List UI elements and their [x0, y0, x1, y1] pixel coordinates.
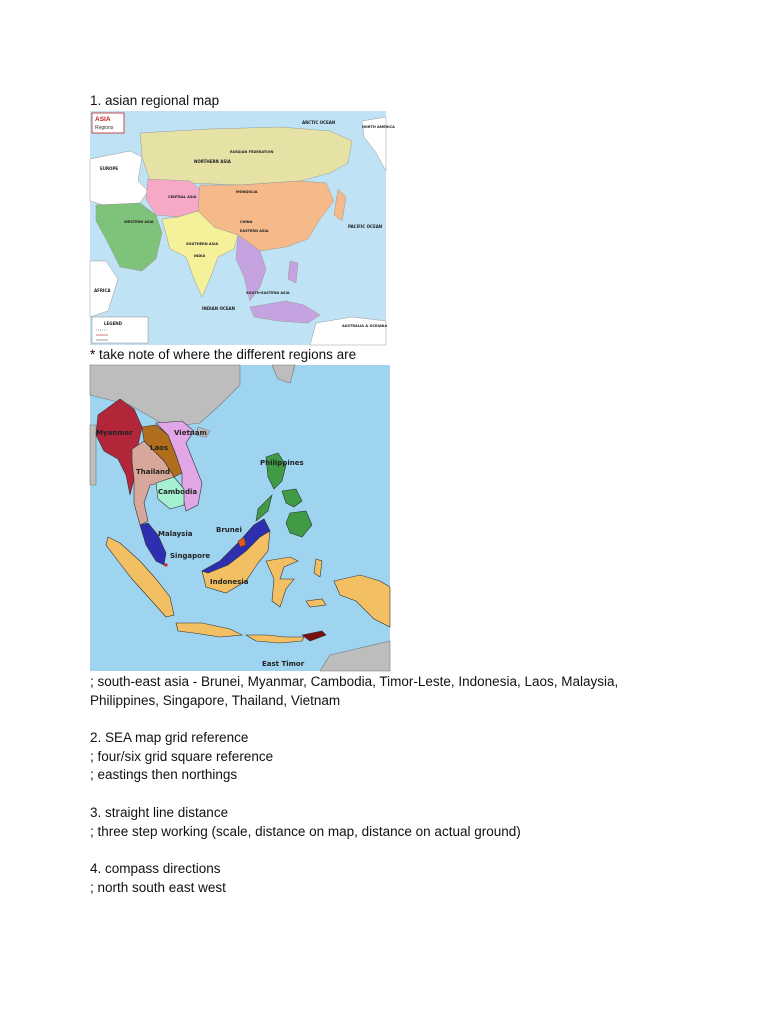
- label-western-asia: WESTERN ASIA: [124, 220, 154, 224]
- label-mongolia: MONGOLIA: [236, 190, 258, 194]
- label-arctic-ocean: ARCTIC OCEAN: [302, 120, 336, 125]
- section-3-item-1: ; three step working (scale, distance on map, distance on actual ground): [90, 824, 521, 839]
- section-1-heading: 1. asian regional map: [90, 93, 220, 108]
- label-pacific-ocean: PACIFIC OCEAN: [348, 224, 383, 229]
- section-3-heading: 3. straight line distance: [90, 805, 229, 820]
- label-china: CHINA: [240, 220, 253, 224]
- label-thailand: Thailand: [136, 468, 170, 476]
- map-title: ASIA: [95, 116, 111, 123]
- label-brunei: Brunei: [216, 526, 242, 534]
- section-2-item-1: ; four/six grid square reference: [90, 749, 274, 764]
- label-africa: AFRICA: [94, 288, 111, 293]
- philippines-region: [288, 261, 298, 283]
- country-singapore-marker: [164, 563, 167, 566]
- label-myanmar: Myanmar: [96, 429, 133, 437]
- asia-regional-map: [90, 111, 395, 345]
- section-2-item-2: ; eastings then northings: [90, 767, 238, 782]
- map-subtitle: Regions: [95, 125, 114, 131]
- label-laos: Laos: [150, 444, 169, 452]
- south-east-asia-list-line-2: Philippines, Singapore, Thailand, Vietnam: [90, 693, 341, 708]
- label-indian-ocean: INDIAN OCEAN: [202, 306, 235, 311]
- label-russia: RUSSIAN FEDERATION: [230, 150, 274, 154]
- note-text: * take note of where the different regions are: [90, 347, 357, 362]
- label-eastern-asia: EASTERN ASIA: [240, 229, 269, 233]
- south-east-asia-list-line-1: ; south-east asia - Brunei, Myanmar, Cambodia, Timor-Leste, Indonesia, Laos, Malaysia,: [90, 674, 619, 689]
- section-2-heading: 2. SEA map grid reference: [90, 730, 249, 745]
- map-legend-title: LEGEND: [104, 321, 122, 326]
- label-vietnam: Vietnam: [174, 429, 207, 437]
- label-malaysia: Malaysia: [158, 530, 193, 538]
- section-4-heading: 4. compass directions: [90, 861, 221, 876]
- label-philippines: Philippines: [260, 459, 304, 467]
- label-central-asia: CENTRAL ASIA: [168, 195, 197, 199]
- south-east-asia-map: [90, 365, 390, 671]
- label-east-timor: East Timor: [262, 660, 305, 668]
- label-north-america: NORTH AMERICA: [362, 125, 395, 129]
- label-northern-asia: NORTHERN ASIA: [194, 159, 231, 164]
- label-india: INDIA: [194, 254, 206, 258]
- label-south-eastern-asia: SOUTH-EASTERN ASIA: [246, 291, 290, 295]
- label-singapore: Singapore: [170, 552, 211, 560]
- label-southern-asia: SOUTHERN ASIA: [186, 242, 219, 246]
- label-europe: EUROPE: [100, 166, 119, 171]
- label-australia: AUSTRALIA & OCEANIA: [342, 324, 388, 328]
- label-cambodia: Cambodia: [158, 488, 198, 496]
- section-4-item-1: ; north south east west: [90, 880, 226, 895]
- label-indonesia: Indonesia: [210, 578, 249, 586]
